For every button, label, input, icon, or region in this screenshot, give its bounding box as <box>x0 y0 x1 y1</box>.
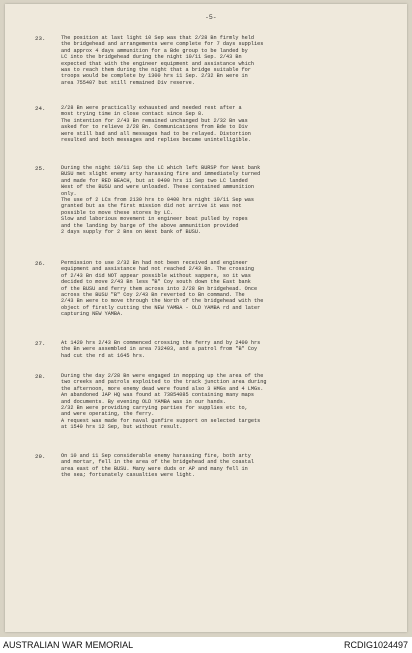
paragraph-number: 28. <box>35 373 46 380</box>
paragraph-text: On 10 and 11 Sep considerable enemy harassing fire, both arty and mortar, fell in the area of the bridgehead and the coastal area east of the BUSU. Many were duds or AP and many fell in the sea; fortunately casualties were light. <box>61 453 255 479</box>
paragraph-text: At 1420 hrs 2/43 Bn commenced crossing the ferry and by 2400 hrs the Bn were assembled in area 732403, and a patrol from "B" Coy had cut the rd at 1645 hrs. <box>61 340 261 359</box>
footer-bar <box>0 637 412 653</box>
document-page <box>5 4 407 632</box>
paragraph-number: 26. <box>35 260 46 267</box>
footer-source: AUSTRALIAN WAR MEMORIAL <box>3 640 134 650</box>
paragraph-number: 27. <box>35 340 46 347</box>
paragraph-text: Permission to use 2/32 Bn had not been received and engineer equipment and assistance had not reached 2/43 Bn. The crossing of 2/43 Bn did NOT appear possible without sappers, so it was decided to move 2/43 Bn less "B" Coy south down the East bank of the BUSU and ferry them across into 2/28 Bn bridgehead. Once across the BUSU "B" Coy 2/43 Bn reverted to Bn command. The 2/43 Bn were to move through the North of the bridgehead with the object of firstly cutting the NEW YAMBA - OLD YAMBA rd and later capturing NEW YAMBA. <box>61 260 264 318</box>
paragraph-text: 2/28 Bn were practically exhausted and needed rest after a most trying time in close contact since Sep 8. The intention for 2/43 Bn remained unchanged but 2/32 Bn was asked for to relieve 2/28 Bn. Communications from Bde to Div were still bad and all messages had to be relayed. Distortion resulted and both messages and replies became unintelligible. <box>61 105 251 144</box>
paragraph-number: 24. <box>35 105 46 112</box>
paragraph-number: 23. <box>35 35 46 42</box>
page-number: -5- <box>205 14 217 21</box>
paragraph-text: The position at last light 10 Sep was that 2/28 Bn firmly held the bridgehead and arrangements were complete for 7 days supplies and approx 4 days ammunition for a Bde group to be landed by LC into the bridgehead during the night 10/11 Sep. 2/43 Bn expected that with the engineer equipment and assistance which was to reach them during the night that a bridge suitable for troops would be complete by 1300 hrs 11 Sep. 2/32 Bn were in area 755407 but still remained Div reserve. <box>61 35 264 86</box>
paragraph-number: 25. <box>35 165 46 172</box>
paragraph-text: During the night 10/11 Sep the LC which left BURSP for West bank BUSU met slight enemy arty harassing fire and immediately turned and made for RED BEACH, but at 0400 hrs 11 Sep two LC landed West of the BUSU and were unloaded. These contained ammunition only. The use of 2 LCs from 2130 hrs to 0400 hrs night 10/11 Sep was granted but as the first mission did not arrive it was not possible to move these stores by LC. Slow and laborious movement in engineer boat pulled by ropes and the landing by barge of the above ammunition provided 2 days supply for 2 Bns on West bank of BUSU. <box>61 165 261 236</box>
paragraph-text: During the day 2/28 Bn were engaged in mopping up the area of the two creeks and patrols exploited to the track junction area during the afternoon, more enemy dead were found also 3 HMGs and 4 LMGs. An abandoned JAP HQ was found at 73854085 containing many maps and documents. By evening OLD YAMBA was in our hands. 2/32 Bn were providing carrying parties for supplies etc to, and were operating, the ferry. A request was made for naval gunfire support on selected targets at 1540 hrs 12 Sep, but without result. <box>61 373 267 431</box>
paragraph-number: 29. <box>35 453 46 460</box>
footer-record-id: RCDIG1024497 <box>343 640 408 650</box>
